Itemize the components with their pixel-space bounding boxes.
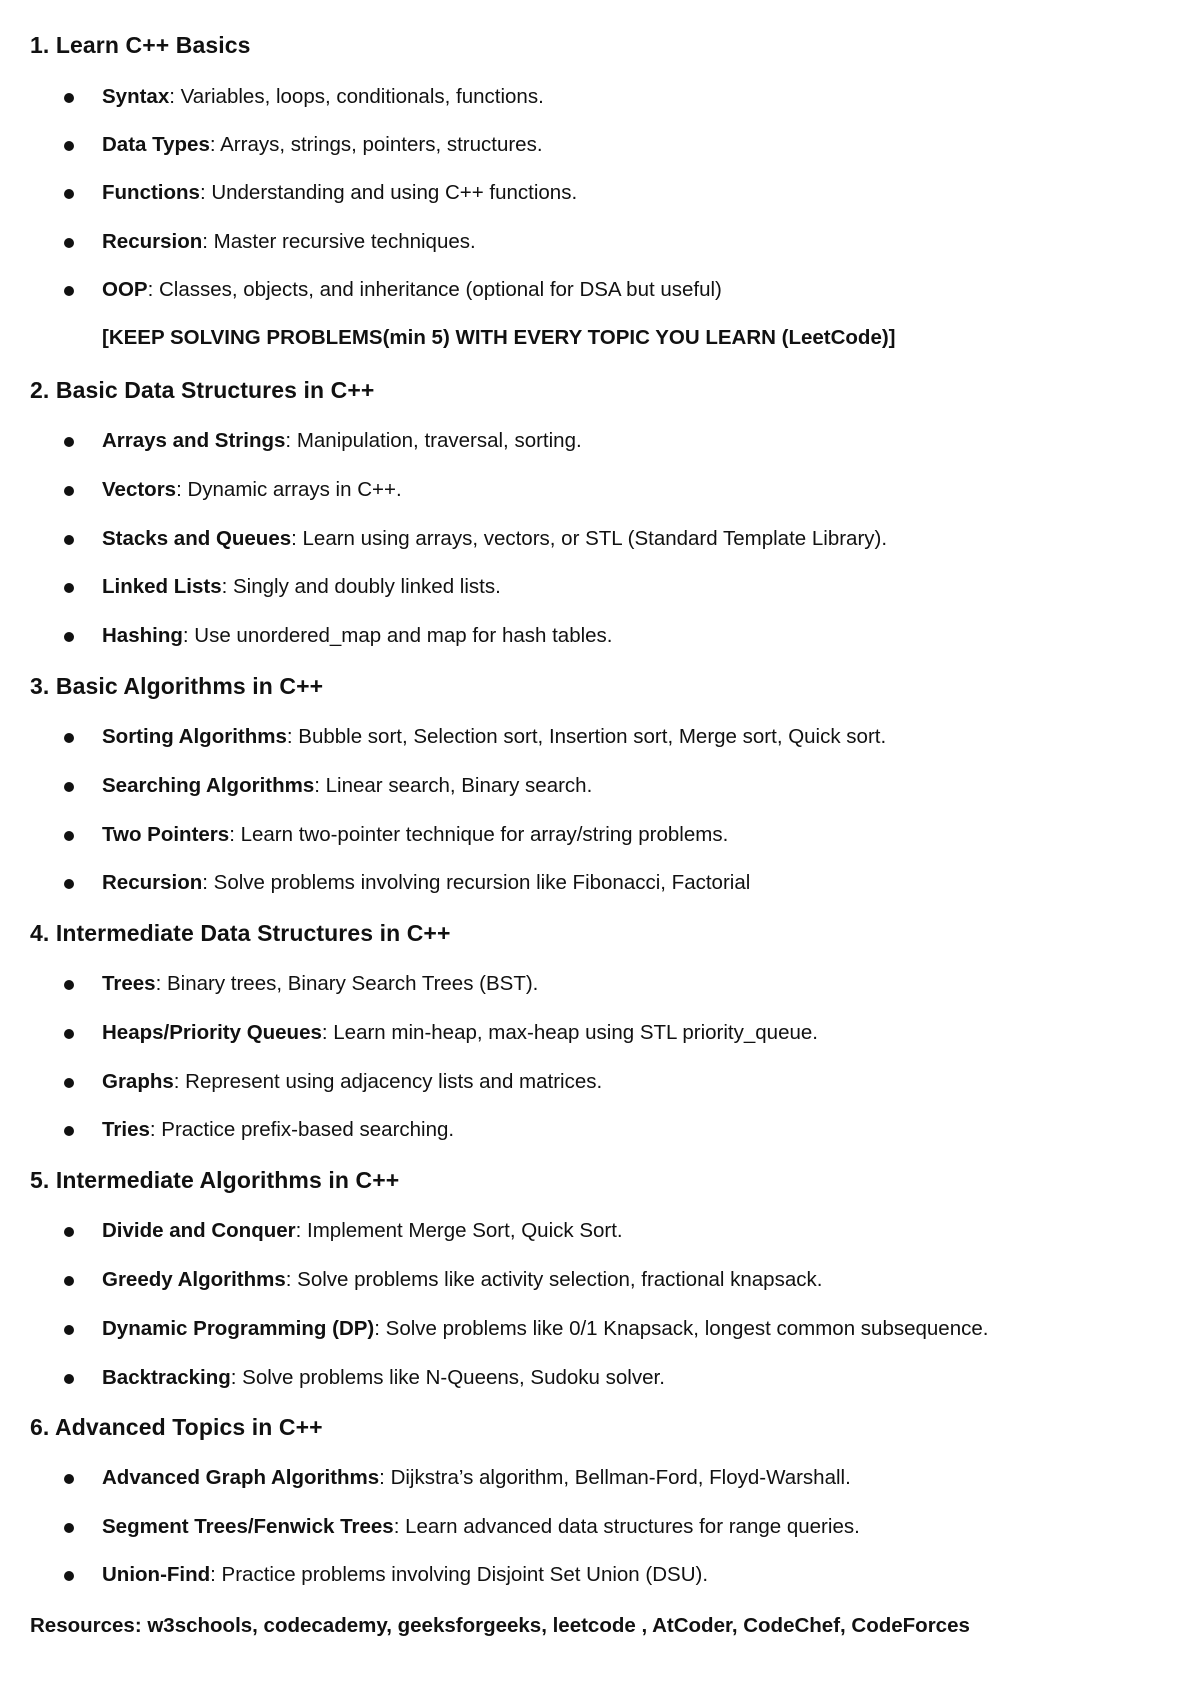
list-item xyxy=(102,1515,860,1539)
item-description: : Learn using arrays, vectors, or STL (Standard Template Library). xyxy=(291,527,888,550)
item-term: Segment Trees/Fenwick Trees xyxy=(102,1515,394,1538)
list-item xyxy=(102,972,538,996)
item-term: Two Pointers xyxy=(102,823,230,846)
item-term: Greedy Algorithms xyxy=(102,1268,286,1291)
list-item xyxy=(102,1466,851,1490)
item-term: Searching Algorithms xyxy=(102,774,315,797)
bullet-icon xyxy=(64,782,74,792)
section-heading: 4. Intermediate Data Structures in C++ xyxy=(30,920,451,946)
bullet-icon xyxy=(64,93,74,103)
list-item xyxy=(102,725,886,749)
item-description: : Understanding and using C++ functions. xyxy=(199,181,578,204)
bullet-icon xyxy=(64,535,74,545)
list-item xyxy=(102,1070,602,1094)
list-item xyxy=(102,1021,818,1045)
bullet-icon xyxy=(64,1325,74,1335)
bullet-icon xyxy=(64,1474,74,1484)
list-item xyxy=(102,181,577,205)
item-term: Union-Find xyxy=(102,1563,211,1586)
bullet-icon xyxy=(64,733,74,743)
item-description: : Dijkstra’s algorithm, Bellman-Ford, Floyd-Warshall. xyxy=(379,1466,851,1489)
list-item xyxy=(102,575,501,599)
practice-note: [KEEP SOLVING PROBLEMS(min 5) WITH EVERY TOPIC YOU LEARN (LeetCode)] xyxy=(102,326,896,349)
list-item xyxy=(102,230,476,254)
item-term: Backtracking xyxy=(102,1366,231,1389)
item-description: : Use unordered_map and map for hash tables. xyxy=(182,624,613,647)
item-description: : Variables, loops, conditionals, functions. xyxy=(169,85,544,108)
item-term: Stacks and Queues xyxy=(102,527,292,550)
item-term: OOP xyxy=(102,278,148,301)
item-term: Advanced Graph Algorithms xyxy=(102,1466,380,1489)
list-item xyxy=(102,871,750,895)
section-heading: 1. Learn C++ Basics xyxy=(30,32,251,58)
bullet-icon xyxy=(64,1571,74,1581)
bullet-icon xyxy=(64,486,74,496)
list-item xyxy=(102,1317,988,1341)
item-term: Linked Lists xyxy=(102,575,222,598)
item-description: : Linear search, Binary search. xyxy=(314,774,593,797)
bullet-icon xyxy=(64,879,74,889)
bullet-icon xyxy=(64,1374,74,1384)
item-description: : Solve problems like activity selection, fractional knapsack. xyxy=(285,1268,823,1291)
bullet-icon xyxy=(64,1126,74,1136)
list-item xyxy=(102,1366,665,1390)
item-description: : Dynamic arrays in C++. xyxy=(176,478,402,501)
resources-line: Resources: w3schools, codecademy, geeksforgeeks, leetcode , AtCoder, CodeChef, CodeForces xyxy=(30,1614,970,1637)
item-term: Tries xyxy=(102,1118,150,1141)
list-item xyxy=(102,85,544,109)
item-term: Trees xyxy=(102,972,156,995)
list-item xyxy=(102,774,592,798)
item-term: Syntax xyxy=(102,85,170,108)
item-description: : Bubble sort, Selection sort, Insertion sort, Merge sort, Quick sort. xyxy=(286,725,887,748)
item-description: : Binary trees, Binary Search Trees (BST). xyxy=(155,972,539,995)
bullet-icon xyxy=(64,1523,74,1533)
bullet-icon xyxy=(64,1227,74,1237)
item-description: : Classes, objects, and inheritance (optional for DSA but useful) xyxy=(147,278,722,301)
item-description: : Implement Merge Sort, Quick Sort. xyxy=(295,1219,623,1242)
item-term: Data Types xyxy=(102,133,210,156)
list-item xyxy=(102,624,613,648)
list-item xyxy=(102,1219,623,1243)
list-item xyxy=(102,1268,822,1292)
item-term: Dynamic Programming (DP) xyxy=(102,1317,375,1340)
item-term: Functions xyxy=(102,181,200,204)
bullet-icon xyxy=(64,141,74,151)
bullet-icon xyxy=(64,286,74,296)
item-description: : Practice prefix-based searching. xyxy=(149,1118,455,1141)
list-item xyxy=(102,429,582,453)
item-description: : Arrays, strings, pointers, structures. xyxy=(209,133,543,156)
bullet-icon xyxy=(64,1276,74,1286)
list-item xyxy=(102,278,722,302)
list-item xyxy=(102,527,887,551)
item-description: : Learn min-heap, max-heap using STL priority_queue. xyxy=(321,1021,818,1044)
list-item xyxy=(102,478,402,502)
item-description: : Learn advanced data structures for range queries. xyxy=(393,1515,860,1538)
section-heading: 6. Advanced Topics in C++ xyxy=(30,1414,323,1440)
item-term: Recursion xyxy=(102,230,203,253)
section-heading: 3. Basic Algorithms in C++ xyxy=(30,673,324,699)
bullet-icon xyxy=(64,1078,74,1088)
list-item xyxy=(102,823,728,847)
section-heading: 2. Basic Data Structures in C++ xyxy=(30,377,375,403)
bullet-icon xyxy=(64,583,74,593)
bullet-icon xyxy=(64,437,74,447)
bullet-icon xyxy=(64,980,74,990)
item-description: : Solve problems involving recursion like Fibonacci, Factorial xyxy=(202,871,751,894)
item-term: Arrays and Strings xyxy=(102,429,286,452)
list-item xyxy=(102,133,543,157)
item-term: Recursion xyxy=(102,871,203,894)
item-term: Graphs xyxy=(102,1070,174,1093)
item-description: : Represent using adjacency lists and matrices. xyxy=(173,1070,603,1093)
item-description: : Singly and doubly linked lists. xyxy=(221,575,501,598)
section-heading: 5. Intermediate Algorithms in C++ xyxy=(30,1167,400,1193)
item-description: : Solve problems like 0/1 Knapsack, longest common subsequence. xyxy=(374,1317,989,1340)
bullet-icon xyxy=(64,1029,74,1039)
bullet-icon xyxy=(64,189,74,199)
item-description: : Master recursive techniques. xyxy=(202,230,476,253)
list-item xyxy=(102,1118,454,1142)
item-term: Heaps/Priority Queues xyxy=(102,1021,322,1044)
item-description: : Practice problems involving Disjoint Set Union (DSU). xyxy=(210,1563,709,1586)
bullet-icon xyxy=(64,238,74,248)
item-term: Vectors xyxy=(102,478,177,501)
item-term: Sorting Algorithms xyxy=(102,725,287,748)
item-term: Divide and Conquer xyxy=(102,1219,296,1242)
bullet-icon xyxy=(64,632,74,642)
bullet-icon xyxy=(64,831,74,841)
item-description: : Manipulation, traversal, sorting. xyxy=(285,429,582,452)
list-item xyxy=(102,1563,708,1587)
item-term: Hashing xyxy=(102,624,183,647)
item-description: : Learn two-pointer technique for array/string problems. xyxy=(229,823,729,846)
item-description: : Solve problems like N-Queens, Sudoku solver. xyxy=(230,1366,665,1389)
